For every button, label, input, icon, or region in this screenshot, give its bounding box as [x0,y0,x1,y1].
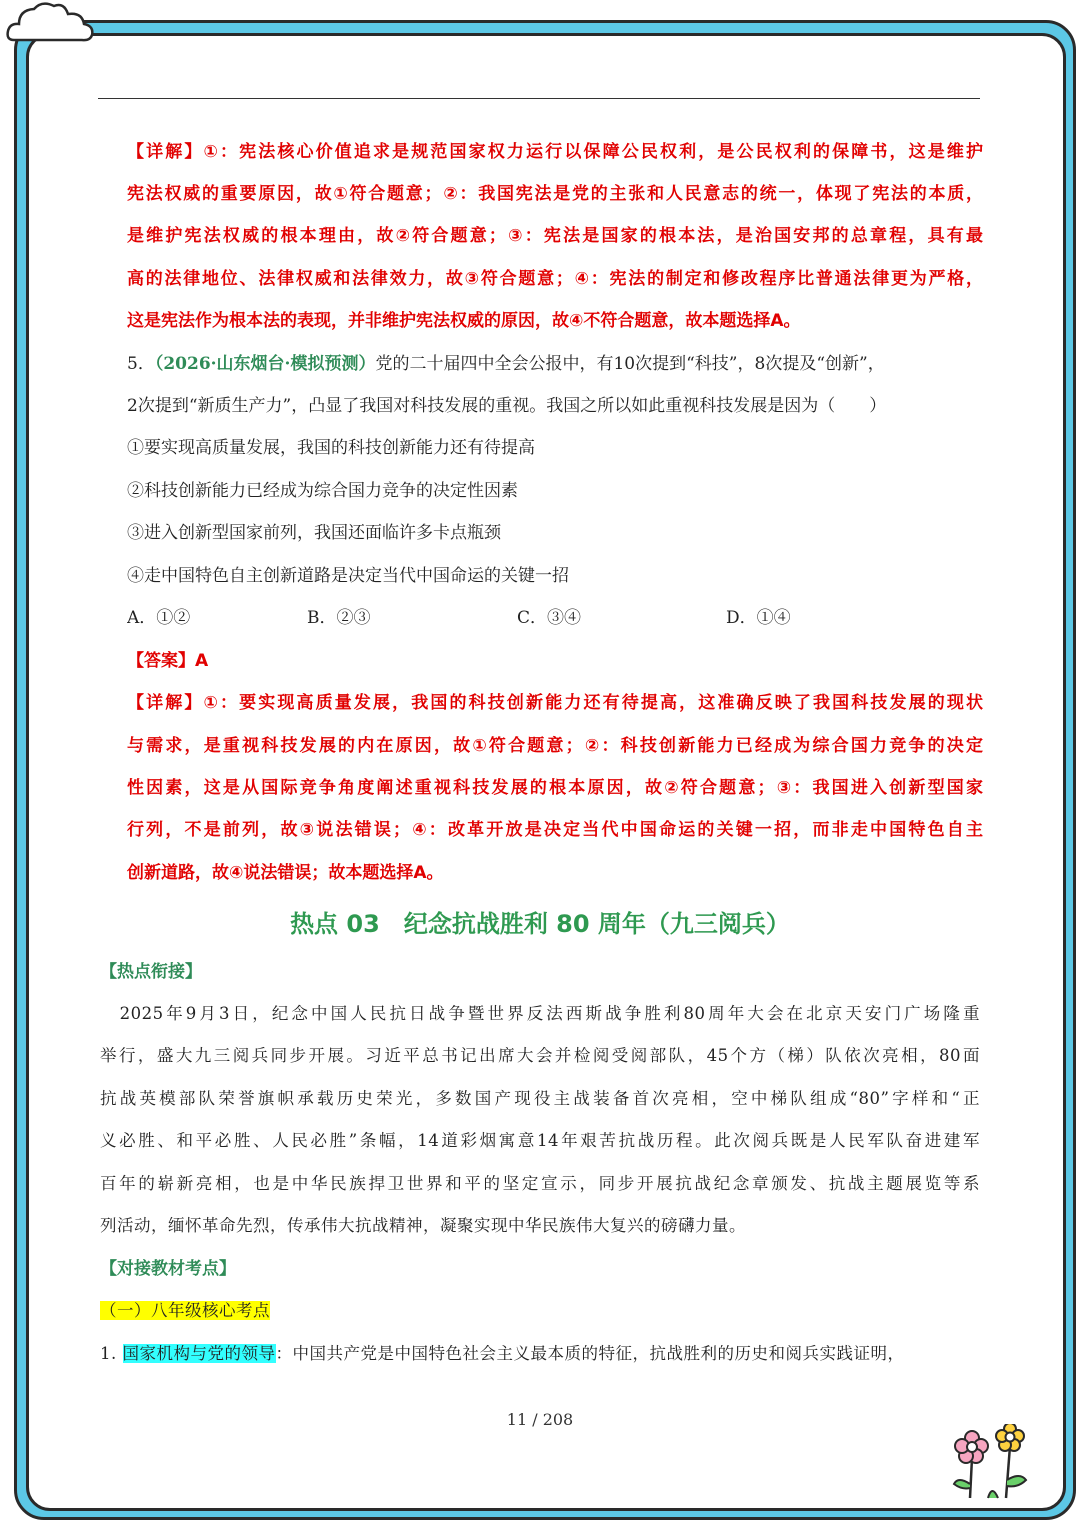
grade-label: （一）八年级核心考点 [100,1301,270,1320]
question-stem-line: 2次提到“新质生产力”，凸显了我国对科技发展的重视。我国之所以如此重视科技发展是因为（ ） [127,396,887,416]
statement-2: ②科技创新能力已经成为综合国力竞争的决定性因素 [127,481,518,501]
statement-3: ③进入创新型国家前列，我国还面临许多卡点瓶颈 [127,523,501,543]
hot-topic-title: 热点 03 纪念抗战胜利 80 周年（九三阅兵） [290,910,790,938]
cloud-icon [4,0,96,46]
explanation-line: 与需求，是重视科技发展的内在原因，故①符合题意；②：科技创新能力已经成为综合国力竞争的决定 [127,736,983,756]
question-stem: 党的二十届四中全会公报中，有10次提到“科技”，8次提及“创新”， [375,354,885,374]
key-point-label: 国家机构与党的领导 [122,1344,276,1363]
explanation-line: 行列，不是前列，故③说法错误；④：改革开放是决定当代中国命运的关键一招，而非走中国特色自主 [127,820,983,840]
option-a: A．①② [127,608,191,628]
explanation-line: 性因素，这是从国际竞争角度阐述重视科技发展的根本原因，故②符合题意；③：我国进入创新型国家 [127,778,983,798]
page-number: 11 / 208 [506,1410,574,1429]
item-number: 1. [100,1344,117,1363]
question-stem-line [127,343,983,385]
option-d: D．①④ [726,608,791,628]
explanation-line: 是维护宪法权威的根本理由，故②符合题意；③：宪法是国家的根本法，是治国安邦的总章程，具有最 [127,226,983,246]
option-c: C．③④ [517,608,582,628]
section-heading-link: 【热点衔接】 [100,962,202,982]
explanation-line: 创新道路，故④说法错误；故本题选择A。 [127,863,444,883]
statement-4: ④走中国特色自主创新道路是决定当代中国命运的关键一招 [127,566,569,586]
key-point-1 [100,1333,980,1375]
paragraph-line: 举行，盛大九三阅兵同步开展。习近平总书记出席大会并检阅受阅部队，45个方（梯）队依次亮相，80面 [100,1046,980,1065]
explanation-line: 这是宪法作为根本法的表现，并非维护宪法权威的原因，故④不符合题意，故本题选择A。 [127,311,801,331]
section-heading-textbook: 【对接教材考点】 [100,1259,236,1279]
question-source: （2026·山东烟台·模拟预测） [154,354,376,374]
flowers-icon [948,1424,1040,1500]
explanation-line: 【详解】①：要实现高质量发展，我国的科技创新能力还有待提高，这准确反映了我国科技发展的现状 [127,693,983,713]
explanation-line: 【详解】①：宪法核心价值追求是规范国家权力运行以保障公民权利，是公民权利的保障书，这是维护 [127,142,983,162]
explanation-line: 宪法权威的重要原因，故①符合题意；②：我国宪法是党的主张和人民意志的统一，体现了宪法的本质， [127,184,983,204]
paragraph-line: 列活动，缅怀革命先烈，传承伟大抗战精神，凝聚实现中华民族伟大复兴的磅礴力量。 [100,1216,746,1235]
header-rule [98,98,980,99]
options-row [127,597,983,639]
grade-label-line [100,1290,980,1332]
paragraph-line: 百年的崭新亮相，也是中华民族捍卫世界和平的坚定宣示，同步开展抗战纪念章颁发、抗战主题展览等系 [100,1174,980,1193]
question-number: 5． [127,354,155,374]
option-b: B．②③ [307,608,371,628]
key-point-text: ：中国共产党是中国特色社会主义最本质的特征，抗战胜利的历史和阅兵实践证明， [275,1344,905,1363]
paragraph-line: 2025年9月3日，纪念中国人民抗日战争暨世界反法西斯战争胜利80周年大会在北京天安门广场隆重 [100,1004,980,1023]
statement-1: ①要实现高质量发展，我国的科技创新能力还有待提高 [127,438,535,458]
paragraph-line: 抗战英模部队荣誉旗帜承载历史荣光，多数国产现役主战装备首次亮相，空中梯队组成“80”字样和“正 [100,1089,980,1108]
answer-line: 【答案】A [127,651,209,671]
explanation-line: 高的法律地位、法律权威和法律效力，故③符合题意；④：宪法的制定和修改程序比普通法律更为严格， [127,269,983,289]
paragraph-line: 义必胜、和平必胜、人民必胜”条幅，14道彩烟寓意14年艰苦抗战历程。此次阅兵既是人民军队奋进建军 [100,1131,980,1150]
